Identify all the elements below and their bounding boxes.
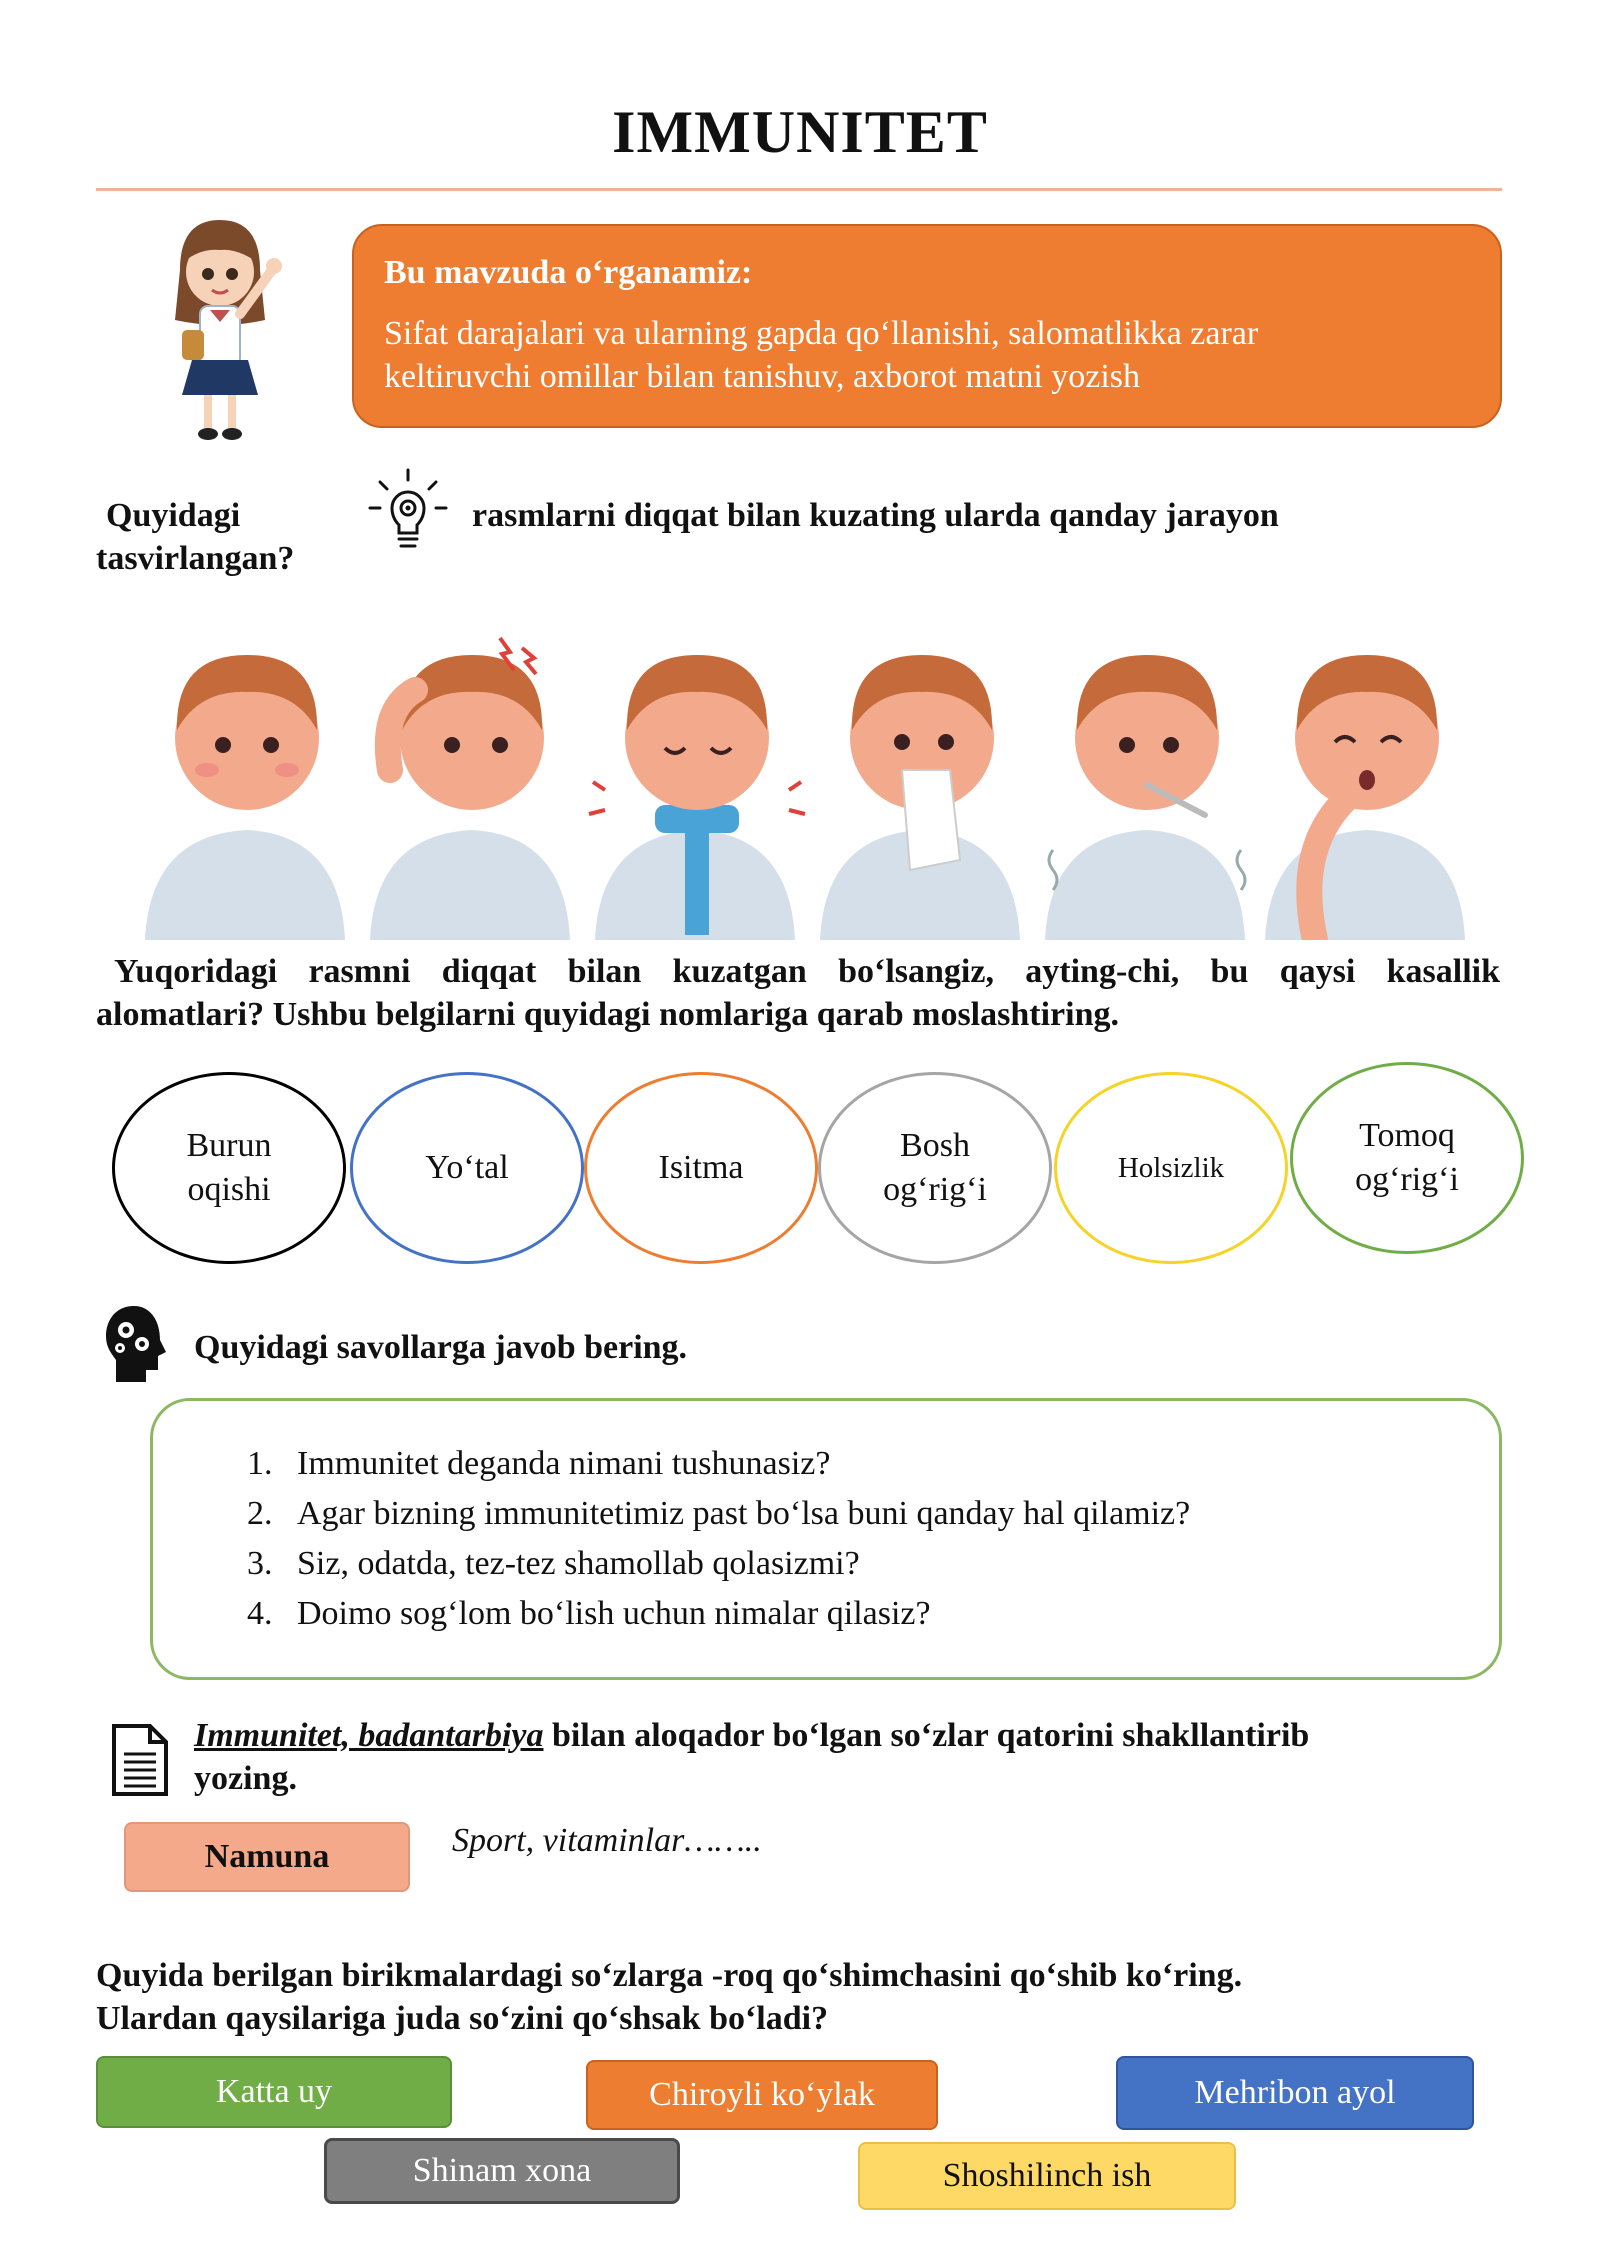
question-number: 4. xyxy=(247,1595,273,1632)
symptom-label: og‘rig‘i xyxy=(1355,1161,1459,1198)
phrase-katta-uy[interactable]: Katta uy xyxy=(96,2056,452,2128)
symptom-label: Yo‘tal xyxy=(425,1149,509,1186)
symptom-oval[interactable] xyxy=(1054,1072,1288,1264)
symptom-oval[interactable] xyxy=(1290,1062,1524,1254)
symptom-label: Bosh xyxy=(900,1127,970,1164)
question-text: Siz, odatda, tez-tez shamollab qolasizmi? xyxy=(297,1545,860,1582)
child-thermometer-illustration xyxy=(1045,655,1245,940)
child-sore-throat-illustration xyxy=(1265,655,1465,940)
child-headache-illustration xyxy=(370,638,570,940)
symptom-oval[interactable] xyxy=(112,1072,346,1264)
phrase-mehribon-ayol[interactable]: Mehribon ayol xyxy=(1116,2056,1474,2130)
words-task-line1 xyxy=(194,1714,1309,1757)
child-fever-illustration xyxy=(589,655,805,940)
symptom-label: Isitma xyxy=(658,1149,744,1186)
symptom-label: Tomoq xyxy=(1359,1117,1455,1154)
phrase-shoshilinch-ish[interactable]: Shoshilinch ish xyxy=(858,2142,1236,2210)
question-text: Doimo sog‘lom bo‘lish uchun nimalar qilasiz? xyxy=(297,1595,931,1632)
question-number: 3. xyxy=(247,1545,273,1582)
lesson-objectives-box xyxy=(352,224,1502,428)
observe-instruction-part1-line2: tasvirlangan? xyxy=(96,540,295,577)
questions-list xyxy=(247,1439,1190,1639)
sample-text: Sport, vitaminlar…….. xyxy=(452,1822,762,1859)
words-task-rest: bilan aloqador bo‘lgan so‘zlar qatorini shakllantirib xyxy=(543,1717,1310,1754)
question-text: Agar bizning immunitetimiz past bo‘lsa buni qanday hal qilamiz? xyxy=(297,1495,1191,1532)
symptom-oval[interactable] xyxy=(818,1072,1052,1264)
sick-children-illustrations xyxy=(135,620,1470,940)
words-task-emphasis: Immunitet, badantarbiya xyxy=(194,1717,544,1754)
objectives-line-1: Sifat darajalari va ularning gapda qo‘llanishi, salomatlikka zarar xyxy=(384,315,1259,352)
symptom-label: og‘rig‘i xyxy=(883,1171,987,1208)
questions-box xyxy=(150,1398,1502,1680)
head-gears-icon xyxy=(104,1304,170,1384)
phrase-shinam-xona[interactable]: Shinam xona xyxy=(324,2138,680,2204)
objectives-heading: Bu mavzuda o‘rganamiz: xyxy=(384,254,753,291)
document-icon xyxy=(110,1722,170,1798)
words-task-line2: yozing. xyxy=(194,1760,297,1797)
question-number: 1. xyxy=(247,1445,273,1482)
symptom-label: Holsizlik xyxy=(1117,1152,1225,1184)
child-sneezing-illustration xyxy=(820,655,1020,940)
roq-task-line1: Quyida berilgan birikmalardagi so‘zlarga -roq qo‘shimchasini qo‘shib ko‘ring. xyxy=(96,1957,1243,1994)
symptom-label: oqishi xyxy=(187,1171,271,1208)
phrase-chiroyli-koylak[interactable]: Chiroyli ko‘ylak xyxy=(586,2060,938,2130)
title-divider xyxy=(96,188,1502,191)
observe-instruction-part2: rasmlarni diqqat bilan kuzating ularda qanday jarayon xyxy=(472,497,1279,534)
question-text: Immunitet deganda nimani tushunasiz? xyxy=(297,1445,831,1482)
observe-instruction-part1-line1: Quyidagi xyxy=(106,497,241,534)
objectives-line-2: keltiruvchi omillar bilan tanishuv, axborot matni yozish xyxy=(384,358,1141,395)
question-item xyxy=(247,1589,1190,1639)
question-item xyxy=(247,1489,1190,1539)
symptom-label: Burun xyxy=(186,1127,272,1164)
roq-task-line2: Ulardan qaysilariga juda so‘zini qo‘shsak bo‘ladi? xyxy=(96,2000,829,2037)
sample-label: Namuna xyxy=(124,1822,410,1892)
child-runny-nose-illustration xyxy=(145,655,345,940)
lightbulb-gear-icon xyxy=(368,466,448,556)
match-instruction-line2: alomatlari? Ushbu belgilarni quyidagi nomlariga qarab moslashtiring. xyxy=(96,996,1119,1033)
schoolgirl-illustration xyxy=(140,210,300,450)
question-item xyxy=(247,1439,1190,1489)
symptom-ovals xyxy=(110,1070,1540,1270)
questions-heading: Quyidagi savollarga javob bering. xyxy=(194,1329,688,1366)
page-title: IMMUNITET xyxy=(612,99,988,165)
match-instruction-line1: Yuqoridagi rasmni diqqat bilan kuzatgan bo‘lsangiz, ayting-chi, bu qaysi kasallik xyxy=(114,953,1500,990)
symptom-oval[interactable] xyxy=(584,1072,818,1264)
question-item xyxy=(247,1539,1190,1589)
symptom-oval[interactable] xyxy=(350,1072,584,1264)
question-number: 2. xyxy=(247,1495,273,1532)
